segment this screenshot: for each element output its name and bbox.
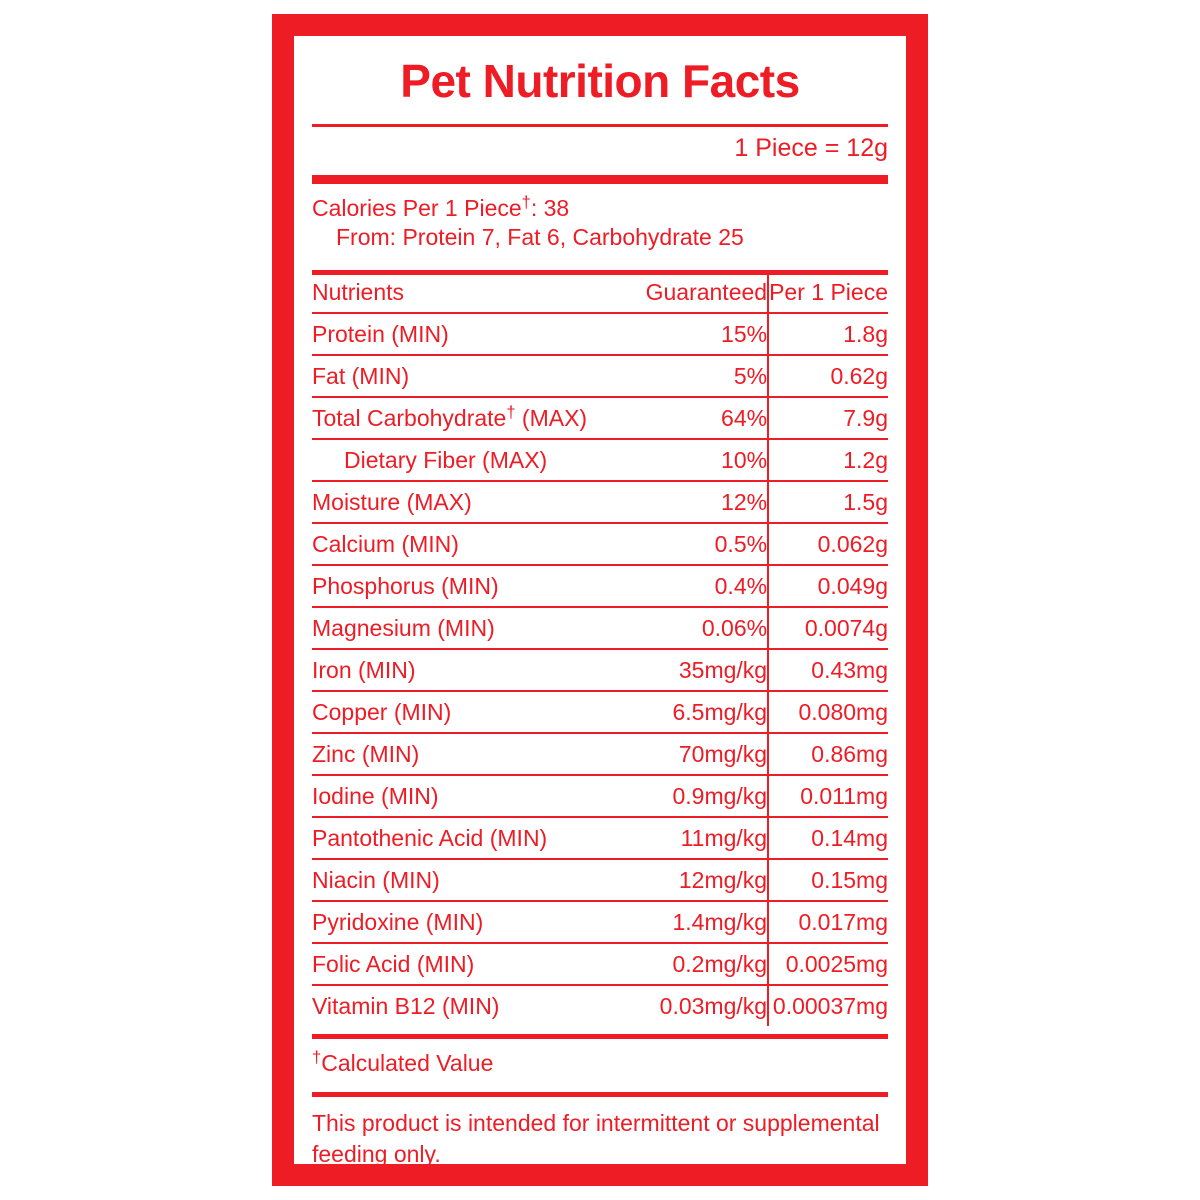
- table-row: [312, 313, 888, 355]
- column-header-per-piece: Per 1 Piece: [768, 275, 888, 313]
- nutrient-guaranteed-value: 15%: [620, 313, 768, 355]
- column-header-nutrients: Nutrients: [312, 275, 620, 313]
- nutrient-name: Iodine (MIN): [312, 775, 620, 817]
- footnote-marker: †: [312, 1047, 322, 1067]
- nutrient-guaranteed-value: 11mg/kg: [620, 817, 768, 859]
- table-row: [312, 565, 888, 607]
- nutrient-name: Zinc (MIN): [312, 733, 620, 775]
- page-title: Pet Nutrition Facts: [400, 55, 800, 107]
- nutrient-guaranteed-value: 0.2mg/kg: [620, 943, 768, 985]
- nutrient-guaranteed-value: 70mg/kg: [620, 733, 768, 775]
- disclaimer-text: This product is intended for intermittent or supplemental feeding only.: [312, 1109, 880, 1167]
- nutrient-guaranteed-value: 0.5%: [620, 523, 768, 565]
- nutrient-per-piece-value: 0.017mg: [768, 901, 888, 943]
- table-row: [312, 775, 888, 817]
- nutrient-name: Folic Acid (MIN): [312, 943, 620, 985]
- nutrient-per-piece-value: 0.049g: [768, 565, 888, 607]
- nutrient-per-piece-value: 0.062g: [768, 523, 888, 565]
- nutrient-per-piece-value: 1.5g: [768, 481, 888, 523]
- table-row: [312, 481, 888, 523]
- nutrients-table-body: [312, 275, 888, 1026]
- calories-block: [312, 184, 888, 262]
- nutrient-guaranteed-value: 6.5mg/kg: [620, 691, 768, 733]
- nutrient-guaranteed-value: 0.03mg/kg: [659, 992, 768, 1019]
- nutrient-name: Pyridoxine (MIN): [312, 901, 620, 943]
- dagger-marker: †: [521, 192, 531, 212]
- divider-thick-top: [312, 175, 888, 184]
- nutrition-label-inner: [294, 36, 906, 1167]
- nutrient-name-indented: Dietary Fiber (MAX): [344, 446, 548, 473]
- nutrient-guaranteed-value: 5%: [620, 355, 768, 397]
- nutrient-per-piece-value: 0.011mg: [768, 775, 888, 817]
- table-row: [312, 397, 888, 439]
- footnote: [312, 1039, 888, 1084]
- table-row: [312, 355, 888, 397]
- table-row: [312, 523, 888, 565]
- nutrition-label-panel: [272, 14, 928, 1186]
- table-row: [312, 691, 888, 733]
- nutrients-table: [312, 275, 888, 1026]
- nutrient-name: Calcium (MIN): [312, 523, 620, 565]
- nutrient-per-piece-value: 0.0025mg: [768, 943, 888, 985]
- nutrient-name: Pantothenic Acid (MIN): [312, 817, 620, 859]
- table-row: [312, 859, 888, 901]
- table-row: [312, 817, 888, 859]
- calories-per-piece: Calories Per 1 Piece†: 38: [312, 192, 570, 221]
- nutrient-per-piece-value: 0.080mg: [768, 691, 888, 733]
- nutrient-name: Copper (MIN): [312, 691, 620, 733]
- nutrient-per-piece-value: 0.14mg: [768, 817, 888, 859]
- nutrient-guaranteed-value: 35mg/kg: [620, 649, 768, 691]
- nutrient-per-piece-value: 0.0074g: [768, 607, 888, 649]
- dagger-marker: †: [506, 402, 516, 422]
- table-row: [312, 607, 888, 649]
- nutrient-per-piece-value: 1.2g: [768, 439, 888, 481]
- nutrient-guaranteed-value: 0.06%: [620, 607, 768, 649]
- table-row: [312, 439, 888, 481]
- nutrient-per-piece-value: 0.86mg: [768, 733, 888, 775]
- nutrient-guaranteed-value: 64%: [620, 397, 768, 439]
- nutrient-name: Phosphorus (MIN): [312, 565, 620, 607]
- nutrient-guaranteed-value: 12%: [620, 481, 768, 523]
- nutrient-name: Vitamin B12 (MIN): [312, 992, 500, 1019]
- nutrient-guaranteed-value: 1.4mg/kg: [620, 901, 768, 943]
- nutrient-name: Niacin (MIN): [312, 859, 620, 901]
- footnote-text: Calculated Value: [321, 1049, 494, 1076]
- table-row: [312, 733, 888, 775]
- table-header-row: [312, 275, 888, 313]
- nutrient-guaranteed-value: 12mg/kg: [620, 859, 768, 901]
- nutrient-name: Total Carbohydrate† (MAX): [312, 397, 620, 439]
- nutrient-per-piece-value: 0.00037mg: [768, 985, 888, 1026]
- calories-breakdown: From: Protein 7, Fat 6, Carbohydrate 25: [336, 224, 744, 251]
- table-row: [312, 985, 888, 1026]
- nutrient-per-piece-value: 7.9g: [768, 397, 888, 439]
- nutrient-guaranteed-value: 0.4%: [620, 565, 768, 607]
- nutrient-name: Protein (MIN): [312, 313, 620, 355]
- table-row: [312, 901, 888, 943]
- nutrient-per-piece-value: 0.15mg: [768, 859, 888, 901]
- serving-size: 1 Piece = 12g: [734, 134, 888, 162]
- nutrient-per-piece-value: 1.8g: [768, 313, 888, 355]
- nutrient-per-piece-value: 0.62g: [768, 355, 888, 397]
- nutrient-name: Fat (MIN): [312, 355, 620, 397]
- nutrient-name: [312, 439, 620, 481]
- nutrient-guaranteed-value: 10%: [620, 439, 768, 481]
- column-header-guaranteed: Guaranteed: [620, 275, 768, 313]
- table-row: [312, 943, 888, 985]
- table-row: [312, 649, 888, 691]
- nutrient-name: Moisture (MAX): [312, 481, 620, 523]
- nutrient-guaranteed-value: 0.9mg/kg: [620, 775, 768, 817]
- nutrient-name: Iron (MIN): [312, 649, 620, 691]
- nutrient-name: Magnesium (MIN): [312, 607, 620, 649]
- nutrient-per-piece-value: 0.43mg: [768, 649, 888, 691]
